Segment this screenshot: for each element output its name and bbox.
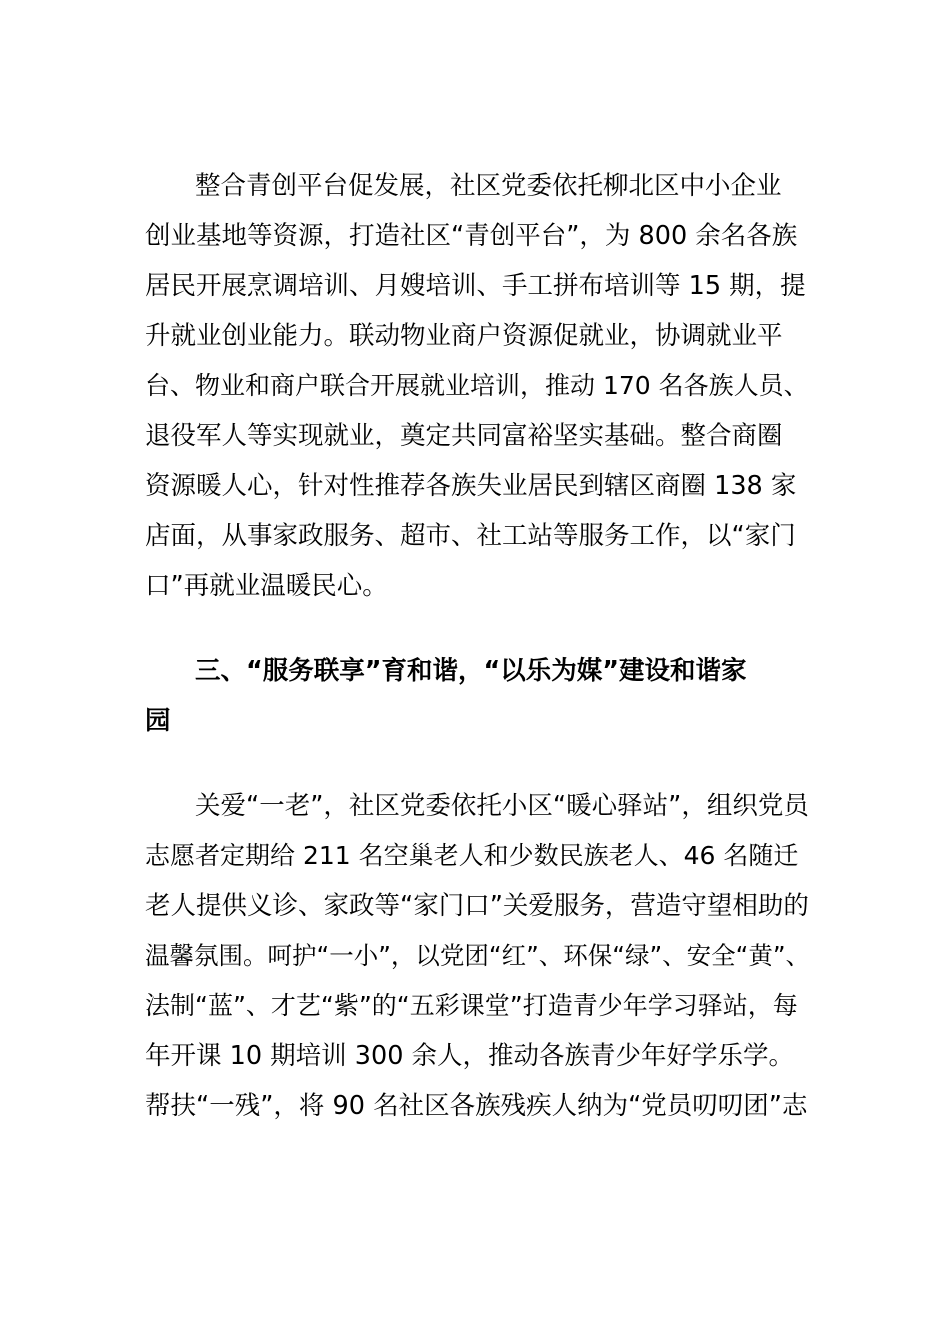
paragraph-line: 法制“蓝”、才艺“紫”的“五彩课堂”打造青少年学习驿站，每 <box>145 991 798 1020</box>
body-paragraph <box>145 781 810 1131</box>
paragraph-line: 资源暖人心，针对性推荐各族失业居民到辖区商圈 138 家 <box>145 471 797 501</box>
paragraph-line: 店面，从事家政服务、超市、社工站等服务工作，以“家门 <box>145 521 796 551</box>
paragraph-line: 居民开展烹调培训、月嫂培训、手工拼布培训等 15 期，提 <box>145 271 806 301</box>
paragraph-line: 帮扶“一残”，将 90 名社区各族残疾人纳为“党员叨叨团”志 <box>145 1091 808 1121</box>
paragraph-line: 年开课 10 期培训 300 余人，推动各族青少年好学乐学。 <box>145 1041 795 1071</box>
heading-line: 三、“服务联享”育和谐，“以乐为媒”建设和谐家 <box>195 656 747 686</box>
paragraph-line: 志愿者定期给 211 名空巢老人和少数民族老人、46 名随迁 <box>145 841 799 870</box>
paragraph-line: 台、物业和商户联合开展就业培训，推动 170 名各族人员、 <box>145 371 809 400</box>
paragraph-line: 口”再就业温暖民心。 <box>145 571 388 601</box>
heading-line: 园 <box>145 706 171 736</box>
paragraph-line: 整合青创平台促发展，社区党委依托柳北区中小企业 <box>195 171 782 201</box>
paragraph-line: 老人提供义诊、家政等“家门口”关爱服务，营造守望相助的 <box>145 891 809 921</box>
paragraph-line: 关爱“一老”，社区党委依托小区“暖心驿站”，组织党员 <box>195 791 809 821</box>
paragraph-line: 温馨氛围。呵护“一小”，以党团“红”、环保“绿”、安全“黄”、 <box>145 941 811 970</box>
paragraph-line: 退役军人等实现就业，奠定共同富裕坚实基础。整合商圈 <box>145 421 783 451</box>
section-heading <box>145 646 810 746</box>
paragraph-line: 升就业创业能力。联动物业商户资源促就业，协调就业平 <box>145 321 783 351</box>
body-paragraph <box>145 161 810 611</box>
paragraph-line: 创业基地等资源，打造社区“青创平台”，为 800 余名各族 <box>145 221 798 251</box>
